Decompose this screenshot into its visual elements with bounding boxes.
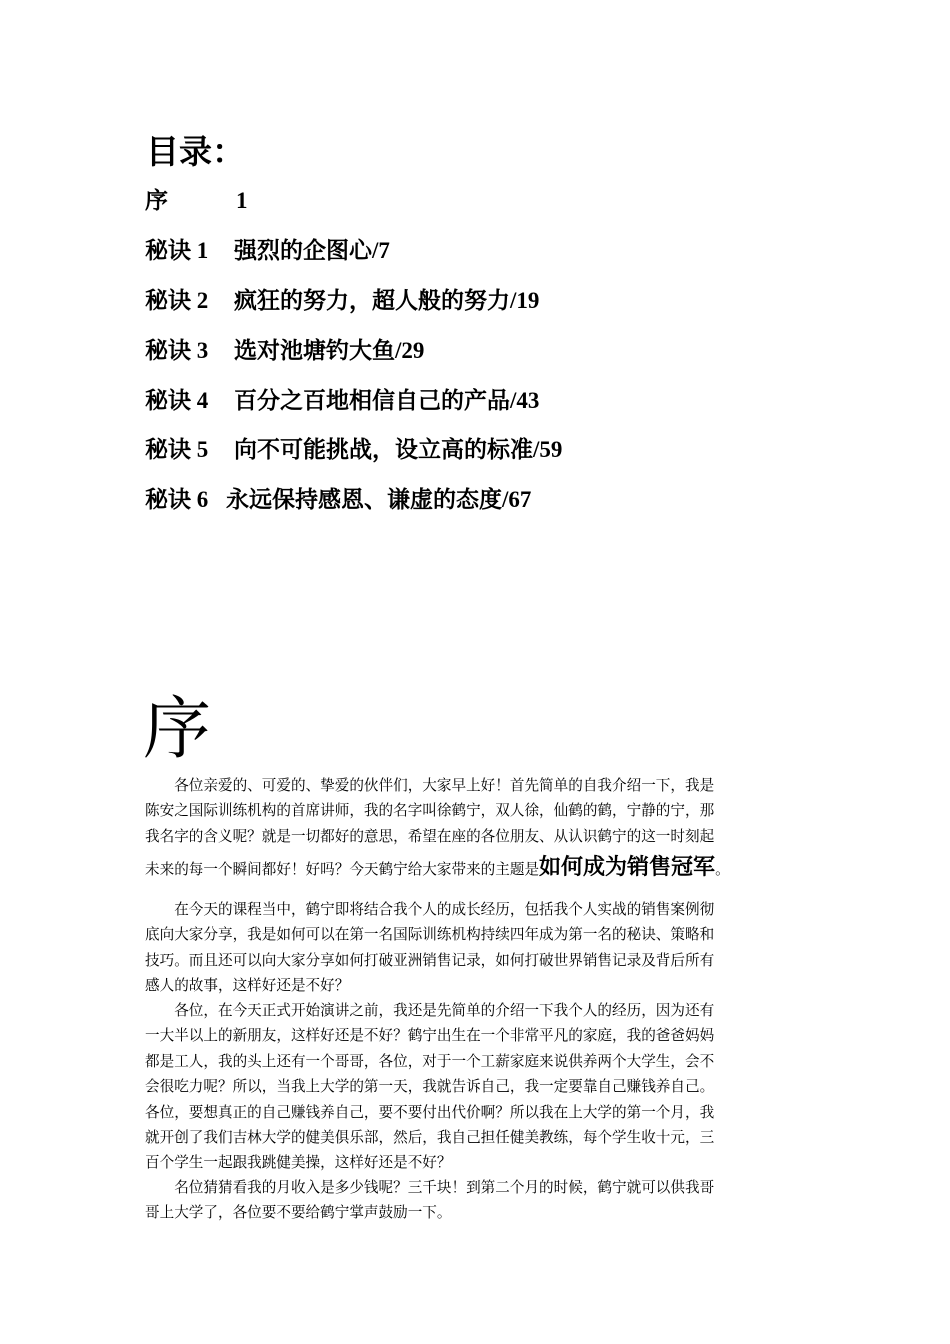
text-line: 一大半以上的新朋友，这样好还是不好？鹤宁出生在一个非常平凡的家庭，我的爸爸妈妈	[145, 1027, 715, 1045]
toc-entry-text: 百分之百地相信自己的产品/43	[234, 388, 540, 413]
text-line: 各位，在今天正式开始演讲之前，我还是先简单的介绍一下我个人的经历，因为还有	[174, 1002, 715, 1019]
text-line: 我名字的含义呢？就是一切都好的意思，希望在座的各位朋友、从认识鹤宁的这一时刻起	[145, 827, 715, 845]
preface-title: 序	[143, 690, 212, 769]
toc-entry-secret-3[interactable]	[145, 336, 424, 366]
toc-entry-secret-6[interactable]	[145, 485, 531, 515]
toc-entry-secret-4[interactable]	[145, 386, 539, 416]
toc-entry-text: 永远保持感恩、谦虚的态度/67	[226, 487, 532, 512]
text-line: 技巧。而且还可以向大家分享如何打破亚洲销售记录，如何打破世界销售记录及背后所有	[145, 951, 715, 969]
topic-emphasis: 如何成为销售冠军	[539, 855, 716, 881]
toc-title: 目录：	[146, 132, 245, 171]
toc-entry-label: 秘诀 1	[145, 238, 209, 263]
preface-paragraph-1	[145, 773, 807, 888]
toc-entry-text: 向不可能挑战，设立高的标准/59	[234, 437, 563, 462]
toc-entry-label: 秘诀 3	[145, 338, 209, 363]
toc-entry-text: 疯狂的努力，超人般的努力/19	[234, 288, 540, 313]
text-line: 在今天的课程当中，鹤宁即将结合我个人的成长经历，包括我个人实战的销售案例彻	[174, 901, 715, 918]
text-line: 各位亲爱的、可爱的、挚爱的伙伴们，大家早上好！首先简单的自我介绍一下，我是	[174, 777, 715, 794]
text-line: 底向大家分享，我是如何可以在第一名国际训练机构持续四年成为第一名的秘诀、策略和	[145, 926, 715, 944]
text-line: 名位猜猜看我的月收入是多少钱呢？三千块！到第二个月的时候，鹤宁就可以供我哥	[174, 1179, 715, 1196]
toc-entry-text: 强烈的企图心/7	[234, 238, 390, 263]
preface-paragraph-2	[145, 897, 807, 999]
preface-paragraph-4	[145, 1175, 807, 1226]
text-line: 百个学生一起跟我跳健美操，这样好还是不好？	[145, 1154, 452, 1172]
preface-paragraph-3	[145, 998, 807, 1176]
text-line: 就开创了我们吉林大学的健美俱乐部，然后，我自己担任健美教练，每个学生收十元，三	[145, 1129, 715, 1147]
toc-entry-secret-1[interactable]	[145, 236, 390, 266]
toc-entry-secret-5[interactable]	[145, 435, 562, 465]
toc-entry-secret-2[interactable]	[145, 286, 539, 316]
toc-entry-label: 序	[145, 188, 168, 213]
text-line: 会很吃力呢？所以，当我上大学的第一天，我就告诉自己，我一定要靠自己赚钱养自己。	[145, 1078, 715, 1096]
text-line: 陈安之国际训练机构的首席讲师，我的名字叫徐鹤宁，双人徐，仙鹤的鹤，宁静的宁，那	[145, 802, 715, 820]
text-line	[145, 849, 807, 888]
text-run: 未来的每一个瞬间都好！好吗？今天鹤宁给大家带来的主题是	[145, 861, 540, 879]
toc-entry-text: 1	[236, 188, 248, 213]
text-line: 感人的故事，这样好还是不好？	[145, 977, 350, 995]
toc-entry-label: 秘诀 4	[145, 388, 209, 413]
toc-entry-label: 秘诀 6	[145, 487, 209, 512]
toc-entry-preface[interactable]	[145, 186, 248, 216]
text-line: 都是工人，我的头上还有一个哥哥，各位，对于一个工薪家庭来说供养两个大学生，会不	[145, 1052, 715, 1070]
text-line: 哥上大学了，各位要不要给鹤宁掌声鼓励一下。	[145, 1204, 452, 1222]
text-run: 。	[715, 861, 730, 879]
toc-entry-label: 秘诀 5	[145, 437, 209, 462]
toc-entry-label: 秘诀 2	[145, 288, 209, 313]
text-line: 各位，要想真正的自己赚钱养自己，要不要付出代价啊？所以我在上大学的第一个月，我	[145, 1103, 715, 1121]
toc-entry-text: 选对池塘钓大鱼/29	[234, 338, 425, 363]
